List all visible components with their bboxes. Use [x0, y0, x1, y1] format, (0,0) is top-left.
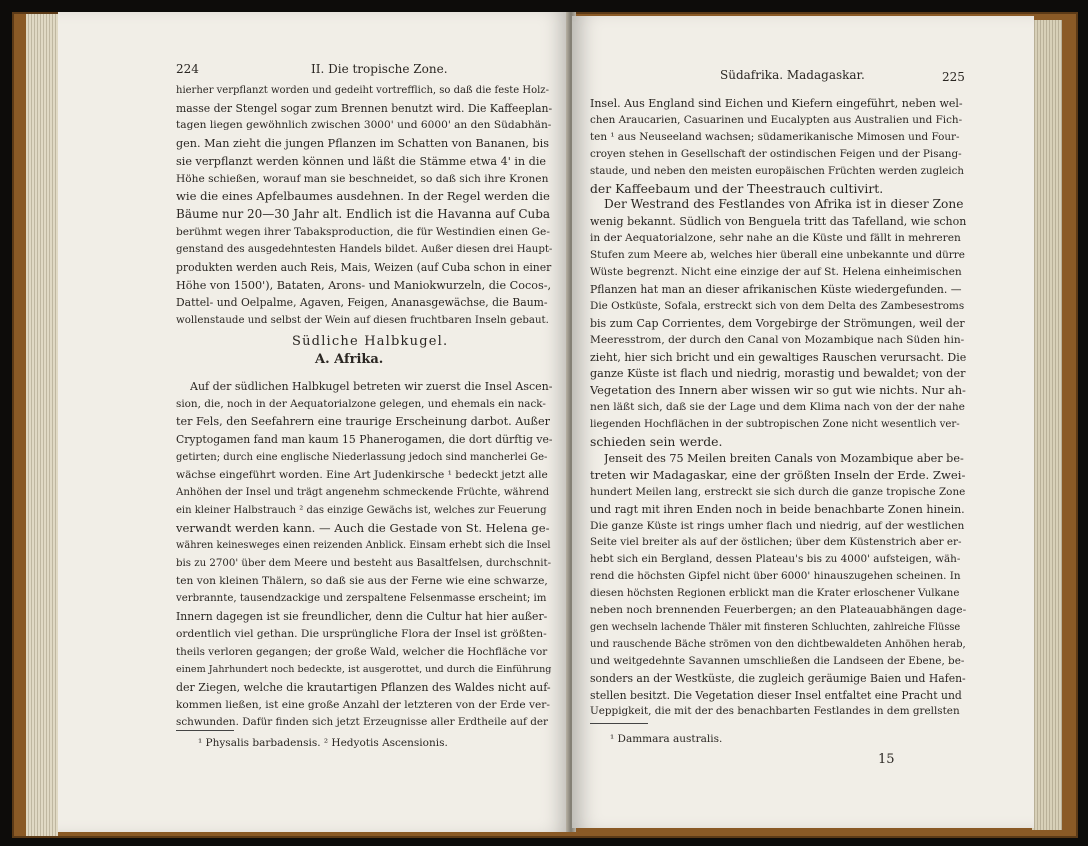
text-line: staude, und neben den meisten europäischen Früchten werden zugleich	[590, 165, 964, 177]
text-line: hebt sich ein Bergland, dessen Plateau's bis zu 4000' aufsteigen, wäh-	[590, 553, 961, 566]
text-line: diesen höchsten Regionen erblickt man die Krater erloschener Vulkane	[590, 588, 960, 600]
text-line: hierher verpflanzt worden und gedeiht vortrefflich, so daß die feste Holz-	[176, 85, 549, 96]
text-line: tagen liegen gewöhnlich zwischen 3000' und 6000' an den Südabhän-	[176, 119, 552, 132]
text-line: theils verloren gegangen; der große Wald, welcher die Hochfläche vor	[176, 645, 548, 658]
left-footnote: ¹ Physalis barbadensis. ² Hedyotis Ascensionis.	[198, 737, 448, 749]
text-line: Höhe von 1500'), Bataten, Arons- und Maniokwurzeln, die Cocos-,	[176, 278, 552, 292]
text-line: Auf der südlichen Halbkugel betreten wir zuerst die Insel Ascen-	[190, 380, 552, 393]
text-line: verwandt werden kann. — Auch die Gestade von St. Helena ge-	[176, 520, 550, 535]
right-page-number: 225	[942, 70, 965, 84]
text-line: wächse eingeführt worden. Eine Art Judenkirsche ¹ bedeckt jetzt alle	[176, 468, 548, 481]
text-line: ter Fels, den Seefahrern eine traurige Erscheinung darbot. Außer	[176, 415, 550, 429]
text-line: liegenden Hochflächen in der subtropischen Zone nicht wesentlich ver-	[590, 419, 960, 431]
text-line: Der Westrand des Festlandes von Afrika ist in dieser Zone	[604, 197, 964, 212]
text-line: und weitgedehnte Savannen umschließen die Landseen der Ebene, be-	[590, 654, 965, 667]
text-line: in der Aequatorialzone, sehr nahe an die Küste und fällt in mehreren	[590, 232, 961, 245]
text-line: berühmt wegen ihrer Tabaksproduction, die für Westindien einen Ge-	[176, 225, 550, 238]
text-line: Jenseit des 75 Meilen breiten Canals von Mozambique aber be-	[604, 451, 964, 465]
left-running-head: II. Die tropische Zone.	[311, 62, 448, 76]
text-line: wenig bekannt. Südlich von Benguela tritt das Tafelland, wie schon	[590, 215, 966, 229]
text-line: Die Ostküste, Sofala, erstreckt sich von dem Delta des Zambesestroms	[590, 299, 965, 312]
text-line: produkten werden auch Reis, Mais, Weizen (auf Cuba schon in einer	[176, 261, 552, 274]
text-line: schieden sein werde.	[590, 434, 723, 449]
text-line: Höhe schießen, worauf man sie beschneidet, so daß sich ihre Kronen	[176, 172, 549, 185]
text-line: sion, die, noch in der Aequatorialzone gelegen, und ehemals ein nack-	[176, 397, 546, 410]
text-line: Stufen zum Meere ab, welches hier überall eine unbekannte und dürre	[590, 249, 965, 262]
text-line: und rauschende Bäche strömen von den dichtbewaldeten Anhöhen herab,	[590, 638, 966, 650]
text-line: getirten; durch eine englische Niederlassung jedoch sind mancherlei Ge-	[176, 451, 548, 463]
text-line: nen läßt sich, daß sie der Lage und dem Klima nach von der der nahe	[590, 401, 965, 414]
text-line: ganze Küste ist flach und niedrig, morastig und bewaldet; von der	[590, 367, 966, 381]
text-line: schwunden. Dafür finden sich jetzt Erzeugnisse aller Erdtheile auf der	[176, 716, 548, 729]
signature-mark: 15	[878, 752, 895, 767]
text-line: Dattel- und Oelpalme, Agaven, Feigen, Ananasgewächse, die Baum-	[176, 296, 548, 310]
text-line: neben noch brennenden Feuerbergen; an den Plateauabhängen dage-	[590, 604, 966, 616]
page-edges-right	[1032, 20, 1062, 830]
footnote-rule	[590, 723, 648, 724]
text-line: sie verpflanzt werden können und läßt die Stämme etwa 4' in die	[176, 154, 547, 168]
text-line: Innern dagegen ist sie freundlicher, denn die Cultur hat hier außer-	[176, 610, 548, 624]
text-line: sonders an der Westküste, die zugleich geräumige Baien und Hafen-	[590, 671, 966, 685]
text-line: masse der Stengel sogar zum Brennen benutzt wird. Die Kaffeeplan-	[176, 101, 552, 115]
text-line: chen Araucarien, Casuarinen und Eucalypten aus Australien und Fich-	[590, 113, 963, 126]
text-line: ordentlich viel gethan. Die ursprüngliche Flora der Insel ist größten-	[176, 627, 547, 640]
text-line: rend die höchsten Gipfel nicht über 6000' hinauszugehen scheinen. In	[590, 570, 961, 583]
text-line: Wüste begrenzt. Nicht eine einzige der auf St. Helena einheimischen	[590, 266, 962, 278]
text-line: Seite viel breiter als auf der östlichen; über dem Küstenstrich aber er-	[590, 536, 962, 549]
text-line: croyen stehen in Gesellschaft der ostindischen Feigen und der Pisang-	[590, 147, 962, 160]
text-line: wollenstaude und selbst der Wein auf diesen fruchtbaren Inseln gebaut.	[176, 315, 549, 327]
left-page-number: 224	[176, 62, 199, 76]
text-line: währen keinesweges einen reizenden Anblick. Einsam erhebt sich die Insel	[176, 540, 551, 552]
text-line: Anhöhen der Insel und trägt angenehm schmeckende Früchte, während	[176, 487, 550, 499]
text-line: ein kleiner Halbstrauch ² das einzige Gewächs ist, welches zur Feuerung	[176, 504, 547, 516]
left-page	[58, 12, 570, 832]
text-line: ten ¹ aus Neuseeland wachsen; südamerikanische Mimosen und Four-	[590, 130, 960, 143]
text-line: der Kaffeebaum und der Theestrauch cultivirt.	[590, 180, 884, 196]
text-line: gen. Man zieht die jungen Pflanzen im Schatten von Bananen, bis	[176, 137, 549, 151]
text-line: der Ziegen, welche die krautartigen Pflanzen des Waldes nicht auf-	[176, 680, 551, 694]
right-running-head: Südafrika. Madagaskar.	[720, 68, 865, 82]
page-edges-left	[26, 14, 58, 836]
text-line: Vegetation des Innern aber wissen wir so gut wie nichts. Nur ah-	[590, 383, 966, 398]
text-line: Pflanzen hat man an dieser afrikanischen Küste wiedergefunden. —	[590, 282, 962, 296]
right-page	[572, 16, 1034, 828]
text-line: hundert Meilen lang, erstreckt sie sich durch die ganze tropische Zone	[590, 485, 966, 498]
text-line: Bäume nur 20—30 Jahr alt. Endlich ist die Havanna auf Cuba	[176, 206, 551, 221]
footnote-rule	[176, 730, 234, 731]
text-line: gen wechseln lachende Thäler mit finsteren Schluchten, zahlreiche Flüsse	[590, 621, 961, 633]
subsection-heading: A. Afrika.	[315, 352, 384, 367]
text-line: und ragt mit ihren Enden noch in beide benachbarte Zonen hinein.	[590, 502, 965, 516]
text-line: einem Jahrhundert noch bedeckte, ist ausgerottet, und durch die Einführung	[176, 664, 552, 676]
text-line: wie die eines Apfelbaumes ausdehnen. In der Regel werden die	[176, 189, 550, 204]
section-heading: Südliche Halbkugel.	[292, 334, 449, 349]
text-line: bis zu 2700' über dem Meere und besteht aus Basaltfelsen, durchschnit-	[176, 558, 552, 569]
text-line: kommen ließen, ist eine große Anzahl der letzteren von der Erde ver-	[176, 698, 550, 711]
text-line: ten von kleinen Thälern, so daß sie aus der Ferne wie eine schwarze,	[176, 574, 548, 587]
text-line: zieht, hier sich bricht und ein gewaltiges Rauschen verursacht. Die	[590, 350, 966, 364]
right-footnote: ¹ Dammara australis.	[610, 733, 723, 745]
text-line: Meeresstrom, der durch den Canal von Mozambique nach Süden hin-	[590, 333, 965, 346]
text-line: Insel. Aus England sind Eichen und Kiefern eingeführt, neben wel-	[590, 97, 963, 110]
text-line: bis zum Cap Corrientes, dem Vorgebirge der Strömungen, weil der	[590, 316, 965, 330]
text-line: treten wir Madagaskar, eine der größten Inseln der Erde. Zwei-	[590, 467, 966, 482]
text-line: stellen besitzt. Die Vegetation dieser Insel entfaltet eine Pracht und	[590, 688, 962, 702]
text-line: Cryptogamen fand man kaum 15 Phanerogamen, die dort dürftig ve-	[176, 433, 552, 447]
text-line: genstand des ausgedehntesten Handels bildet. Außer diesen drei Haupt-	[176, 244, 552, 256]
text-line: Ueppigkeit, die mit der des benachbarten Festlandes in dem grellsten	[590, 705, 960, 718]
text-line: Die ganze Küste ist rings umher flach und niedrig, auf der westlichen	[590, 519, 965, 532]
text-line: verbrannte, tausendzackige und zerspaltene Felsenmasse erscheint; im	[176, 593, 547, 605]
